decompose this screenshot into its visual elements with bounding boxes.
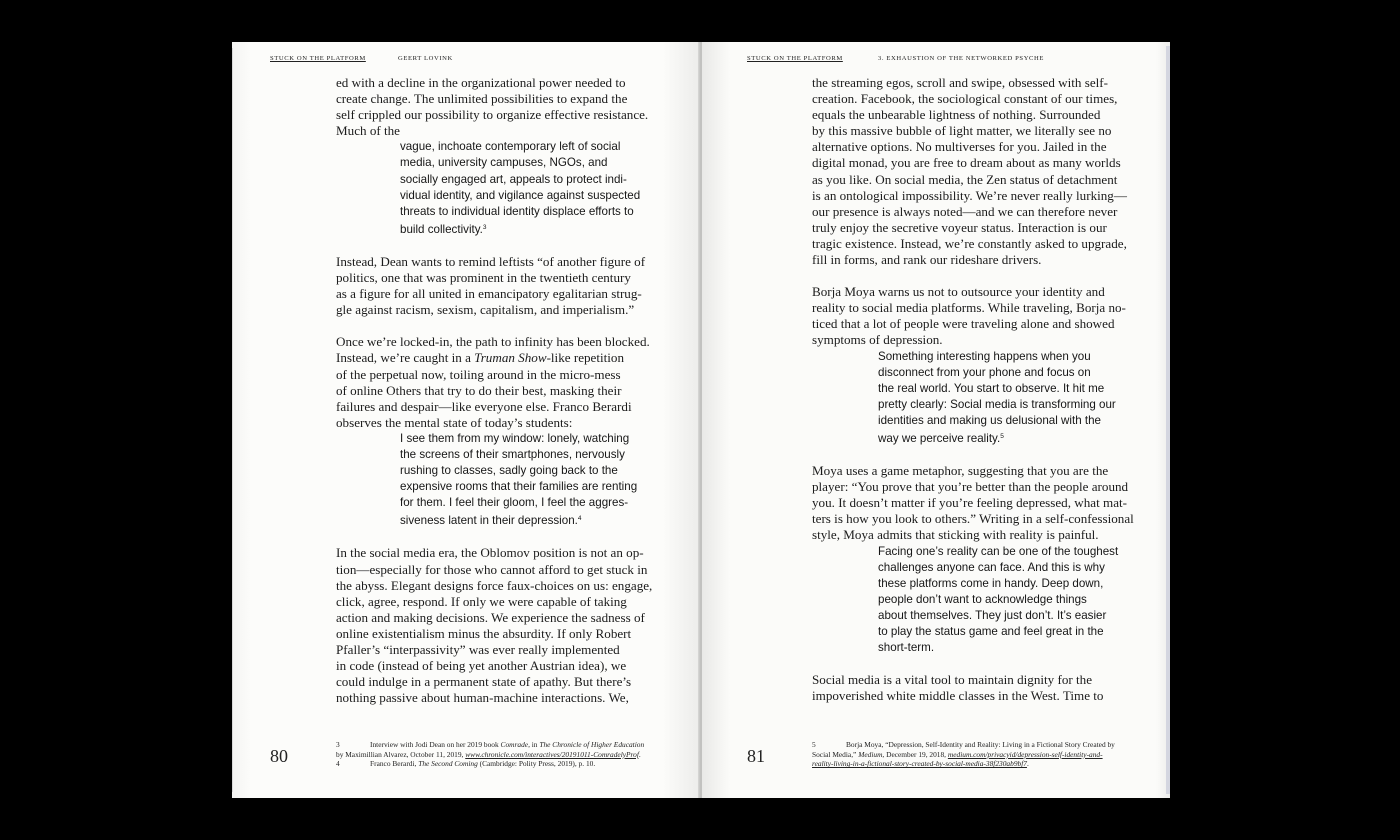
open-book [232, 42, 1170, 798]
left-page [232, 42, 700, 798]
footnote: 4 Franco Berardi, The Second Coming (Cambridge: Polity Press, 2019), p. 10. [336, 759, 596, 769]
left-footnotes [336, 740, 666, 769]
block-quote: vague, inchoate contemporary left of social media, university campuses, NGOs, and socially engaged art, appeals to protect indi- vidual identity, and vigilance against suspected threats to individual identity displace efforts to build collectivity.$^3$ [400, 140, 641, 236]
block-quote: Facing one’s reality can be one of the toughest challenges anyone can face. And this is why these platforms come in handy. Deep down, people don’t want to acknowledge things about themselves. They just don’t. It’s easier to play the status game and feel great in the short-term. [878, 544, 1119, 655]
right-body-text [812, 75, 1142, 704]
footnote-ref[interactable]: 5 [1000, 432, 1004, 440]
footnote-link[interactable]: reality-living-in-a-fictional-story-created-by-social-media-38f230ab9bf7 [812, 759, 1027, 769]
paragraph: Once we’re locked-in, the path to infinity has been blocked. Instead, we’re caught in a Truman Show-like repetition of the perpetual now, toiling around in the micro-mess of online Others that try to do their best, masking their failures and despair—like everyone else. Franco Berardi observes the mental state of today’s students: [336, 334, 650, 430]
paragraph: Social media is a vital tool to maintain dignity for the impoverished white middle classes in the West. Time to [812, 672, 1104, 704]
footnote-link[interactable]: www.chronicle.com/interactives/20191011-ComradelyProf [465, 749, 639, 759]
running-head-author: GEERT LOVINK [398, 55, 453, 62]
paragraph: the streaming egos, scroll and swipe, obsessed with self- creation. Facebook, the sociological constant of our times, equals the unbearable lightness of nothing. Surrounded by this massive bubble of light matter, we literally see no alternative options. No multiverses for you. Jailed in the digital monad, you are free to dream about as many worlds as you like. On social media, the Zen status of detachment is an ontological impossibility. We’re never really lurking— our presence is always noted—and we can therefore never truly enjoy the secretive voyeur status. Interaction is our tragic existence. Instead, we’re constantly asked to upgrade, fill in forms, and rank our rideshare drivers. [812, 75, 1127, 268]
block-quote: I see them from my window: lonely, watching the screens of their smartphones, nervously rushing to classes, sadly going back to the expensive rooms that their families are renting for them. I feel their gloom, I feel the aggres- siveness latent in their depression.$^4$ [400, 431, 638, 528]
page-edge-right [1166, 46, 1170, 794]
footnote-ref[interactable]: 3 [482, 223, 487, 231]
paragraph: Instead, Dean wants to remind leftists “of another figure of politics, one that was prominent in the twentieth century as a figure for all united in emancipatory egalitarian strug- gle against racism, sexism, capitalism, and imperialism.” [336, 253, 646, 318]
footnote-ref[interactable]: 4 [577, 515, 582, 523]
running-head-book-title: STUCK ON THE PLATFORM [270, 55, 366, 62]
page-number: 81 [747, 746, 765, 766]
block-quote: Something interesting happens when you disconnect from your phone and focus on the real world. You start to observe. It hit me pretty clearly: Social media is transforming our identities and making us delusional with the way we perceive reality.$^5$ [878, 349, 1116, 445]
footnote: 3 Interview with Jodi Dean on her 2019 book Comrade, in The Chronicle of Higher Education by Maximillian Alvarez, October 11, 2019, www.chronicle.com/interactives/20191011-ComradelyProf. [336, 740, 645, 759]
left-body-text [336, 75, 666, 706]
right-page [702, 42, 1170, 798]
paragraph: In the social media era, the Oblomov position is not an op- tion—especially for those who cannot afford to get stuck in the abyss. Elegant designs force faux-choices on us: engage, click, agree, respond. If only we were capable of taking action and making decisions. We experience the sadness of online existentialism minus the absurdity. If only Robert Pfaller’s “interpassivity” was ever really implemented in code (instead of being yet another Austrian idea), we could indulge in a permanent state of apathy. But there’s nothing passive about human-machine interactions. We, [336, 545, 653, 706]
running-head-book-title: STUCK ON THE PLATFORM [747, 55, 843, 62]
footnote-link[interactable]: medium.com/privacyid/depression-self-identity-and- [947, 749, 1103, 759]
paragraph: Borja Moya warns us not to outsource your identity and reality to social media platforms. While traveling, Borja no- ticed that a lot of people were traveling alone and showed symptoms of depression. [812, 284, 1126, 348]
paragraph: ed with a decline in the organizational power needed to create change. The unlimited possibilities to expand the self crippled our possibility to organize effective resistance. Much of the [336, 75, 649, 139]
page-number: 80 [270, 746, 288, 766]
right-footnotes [812, 740, 1142, 769]
footnote: 5 Borja Moya, “Depression, Self-Identity and Reality: Living in a Fictional Story Created by Social Media,” Medium, December 19, 2018, medium.com/privacyid/depression-self-identity-and- reality-living-in-a-fictional-story-created-by-social-media-38f230ab9bf7. [812, 740, 1115, 769]
paragraph: Moya uses a game metaphor, suggesting that you are the player: “You prove that you’re better than the people around you. It doesn’t matter if you’re feeling depressed, what mat- ters is how you look to others.” Writing in a self-confessional style, Moya admits that sticking with reality is painful. [812, 463, 1134, 543]
running-head-chapter: 3. EXHAUSTION OF THE NETWORKED PSYCHE [878, 55, 1045, 62]
page-edge-left [232, 48, 233, 792]
